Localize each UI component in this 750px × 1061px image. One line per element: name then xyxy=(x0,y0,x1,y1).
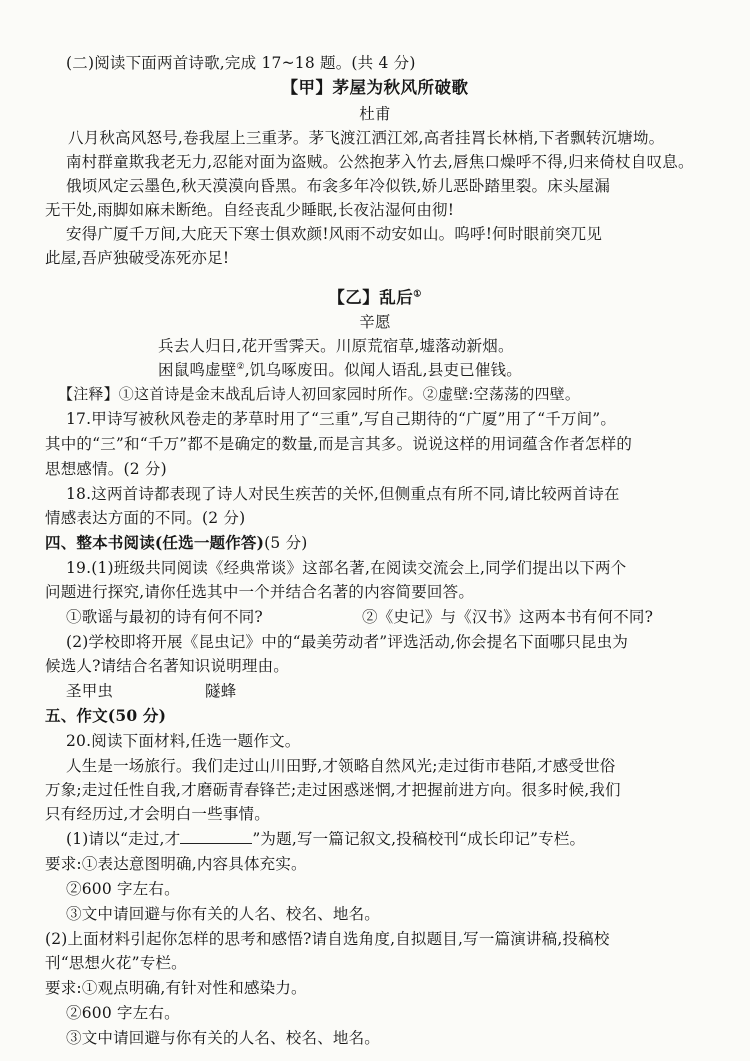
section-4-title: 四、整本书阅读(任选一题作答) xyxy=(45,533,265,552)
poem-b-title xyxy=(0,288,750,308)
poem-a-title: 【甲】茅屋为秋风所破歌 xyxy=(281,78,469,97)
question-19-line: (2)学校即将开展《昆虫记》中的“最美劳动者”评选活动,你会提名下面哪只昆虫为 xyxy=(66,633,629,651)
task-2-line: (2)上面材料引起你怎样的思考和感悟?请自选角度,自拟题目,写一篇演讲稿,投稿校 xyxy=(45,930,610,948)
poem-b-line-part: ,饥乌啄废田。 xyxy=(244,361,345,379)
question-18-line: 情感表达方面的不同。(2 分) xyxy=(45,509,246,527)
question-18-line: 18.这两首诗都表现了诗人对民生疾苦的关怀,但侧重点有所不同,请比较两首诗在 xyxy=(66,485,620,503)
section-4-points: (5 分) xyxy=(264,534,308,552)
poem-a-line: 安得广厦千万间,大庇天下寒士俱欢颜!风雨不动安如山。呜呼!何时眼前突兀见 xyxy=(66,225,603,243)
poem-b-line-half: 似闻人语乱,县吏已催钱。 xyxy=(344,361,522,379)
poem-b-author: 辛愿 xyxy=(359,313,391,331)
requirement-line: ②600 字左右。 xyxy=(66,1004,180,1022)
material-line: 人生是一场旅行。我们走过山川田野,才领略自然风光;走过街市巷陌,才感受世俗 xyxy=(66,757,616,775)
requirement-line: 要求:①观点明确,有针对性和感染力。 xyxy=(45,979,307,997)
section-5-heading: 五、作文(50 分) xyxy=(45,706,167,725)
insect-option-1: 圣甲虫 xyxy=(66,682,114,700)
poem-a-author: 杜甫 xyxy=(359,105,391,123)
poem-a-line: 八月秋高风怒号,卷我屋上三重茅。茅飞渡江洒江郊,高者挂罥长林梢,下者飘转沉塘坳。 xyxy=(68,129,665,147)
requirement-line: ②600 字左右。 xyxy=(66,880,180,898)
poem-b-line xyxy=(158,360,522,380)
section-2-heading: (二)阅读下面两首诗歌,完成 17~18 题。(共 4 分) xyxy=(66,54,416,72)
question-17-line: 其中的“三”和“千万”都不是确定的数量,而是言其多。说说这样的用词蕴含作者怎样的 xyxy=(45,435,633,453)
question-19-option-1: ①歌谣与最初的诗有何不同? xyxy=(66,608,263,626)
task-1-text: (1)请以“走过,才 xyxy=(66,830,181,848)
footnote-mark: ② xyxy=(236,361,245,372)
footnote-mark: ① xyxy=(413,289,422,300)
poem-b-line-half: 川原荒宿草,墟落动新烟。 xyxy=(335,337,514,355)
poem-b-line-part: 困鼠鸣虚壁 xyxy=(158,361,237,379)
annotation-notes: 【注释】①这首诗是金末战乱后诗人初回家园时所作。②虚壁:空荡荡的四壁。 xyxy=(58,385,581,403)
poem-b-title-text: 【乙】乱后 xyxy=(328,288,414,307)
task-2-line: 刊“思想火花”专栏。 xyxy=(45,954,187,972)
question-17-line: 17.甲诗写被秋风卷走的茅草时用了“三重”,写自己期待的“广厦”用了“千万间”。 xyxy=(66,410,617,428)
poem-b-line xyxy=(158,336,514,356)
section-4-heading xyxy=(45,533,308,553)
insect-option-2: 隧蜂 xyxy=(205,682,237,700)
requirement-line: ③文中请回避与你有关的人名、校名、地名。 xyxy=(66,905,381,923)
poem-a-line: 南村群童欺我老无力,忍能对面为盗贼。公然抱茅入竹去,唇焦口燥呼不得,归来倚杖自叹息。 xyxy=(66,153,694,171)
requirement-line: ③文中请回避与你有关的人名、校名、地名。 xyxy=(66,1029,381,1047)
title-blank xyxy=(180,829,252,844)
material-line: 只有经历过,才会明白一些事情。 xyxy=(45,805,270,823)
question-19-option-2: ②《史记》与《汉书》这两本书有何不同? xyxy=(362,608,654,626)
poem-b-line-half: 兵去人归日,花开雪霁天。 xyxy=(158,337,336,355)
poem-a-line: 此屋,吾庐独破受冻死亦足! xyxy=(45,249,230,267)
material-line: 万象;走过任性自我,才磨砺青春锋芒;走过困惑迷惘,才把握前进方向。很多时候,我们 xyxy=(45,781,621,799)
poem-a-line: 俄顷风定云墨色,秋天漠漠向昏黑。布衾多年冷似铁,娇儿恶卧踏里裂。床头屋漏 xyxy=(66,177,611,195)
question-17-line: 思想感情。(2 分) xyxy=(45,460,167,478)
question-20-intro: 20.阅读下面材料,任选一题作文。 xyxy=(66,732,301,750)
task-1-text: ”为题,写一篇记叙文,投稿校刊“成长印记”专栏。 xyxy=(252,830,586,848)
question-19-line: 问题进行探究,请你任选其中一个并结合名著的内容简要回答。 xyxy=(45,583,475,601)
requirement-line: 要求:①表达意图明确,内容具体充实。 xyxy=(45,855,307,873)
question-19-line: 19.(1)班级共同阅读《经典常谈》这部名著,在阅读交流会上,同学们提出以下两个 xyxy=(66,559,627,577)
poem-a-line: 无干处,雨脚如麻未断绝。自经丧乱少睡眠,长夜沾湿何由彻! xyxy=(45,201,455,219)
question-19-line: 候选人?请结合名著知识说明理由。 xyxy=(45,657,290,675)
task-1-prompt xyxy=(66,829,585,849)
